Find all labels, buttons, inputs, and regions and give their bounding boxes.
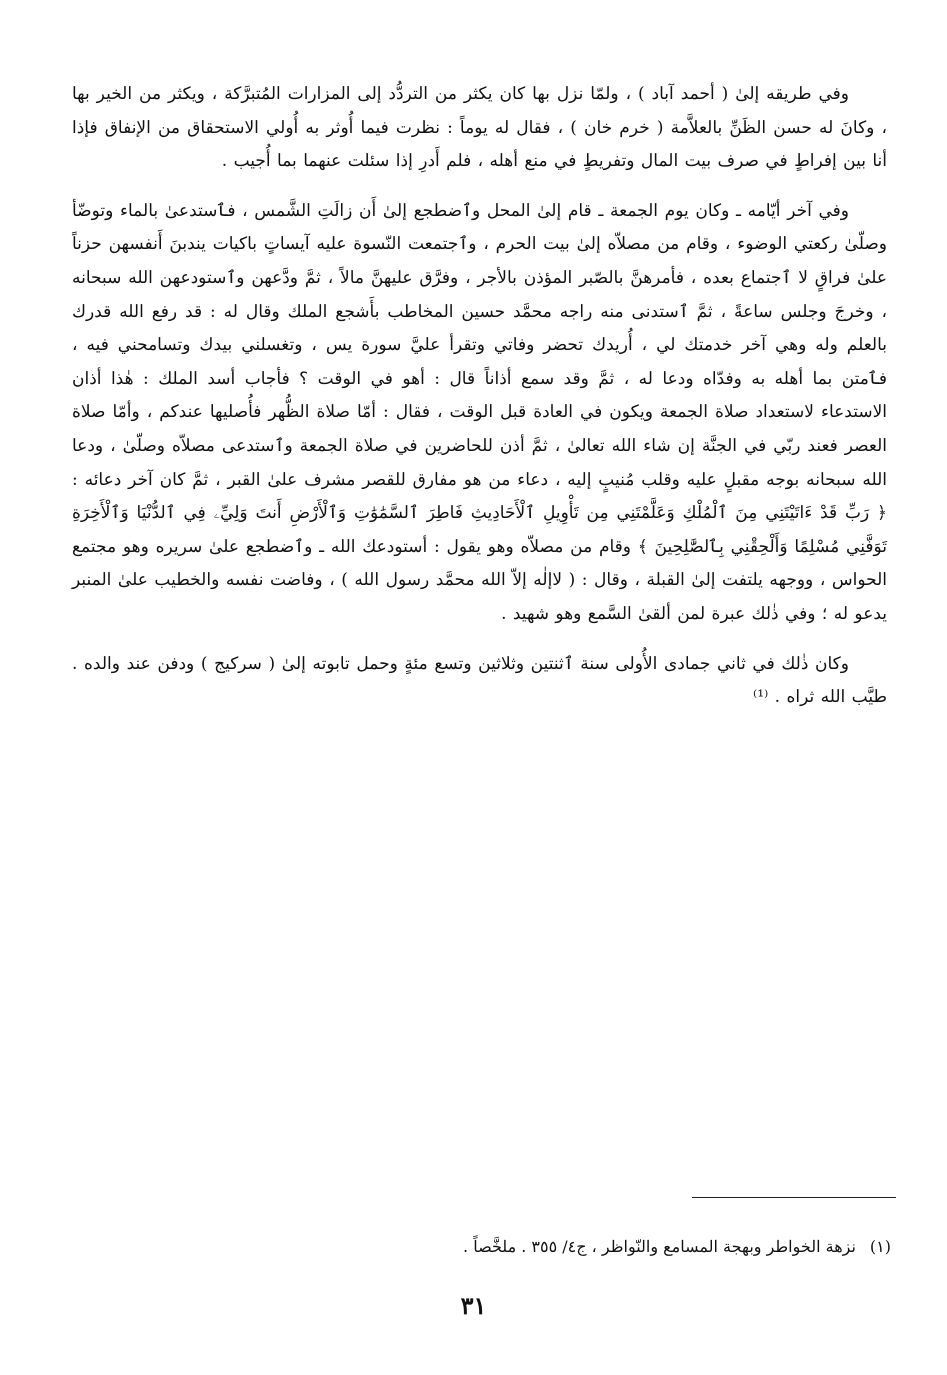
- paragraph-2: وفي آخر أيّامه ـ وكان يوم الجمعة ـ قام إلىٰ المحل وٱضطجع إلىٰ أَن زالَتِ الشَّمس ، فٱستدعىٰ بالماء وتوضّأ وصلّىٰ ركعتي الوضوء ، وقام من مصلاّه إلىٰ بيت الحرم ، وٱجتمعت النّسوة عليه آيساتٍ باكيات يندبنَ أَنفسهن حزناً علىٰ فراقٍ لا ٱجتماع بعده ، فأمرهنَّ بالصّبر المؤذن بالأجر ، وفرَّق عليهنَّ مالاً ، ثمَّ ودَّعهن وٱستودعهن الله سبحانه ، وخرجَ وجلس ساعةً ، ثمَّ ٱستدنى منه راجه محمَّد حسين المخاطب بأَشجع الملك وقال له : قد رفع الله قدرك بالعلم وله وهي آخر خدمتك لي ، أُريدك تحضر وفاتي وتقرأ عليَّ سورة يس ، وتغسلني بيدك وتسامحني فيه ، فٱمتن بما أهله به وفدّاه ودعا له ، ثمَّ وقد سمع أذاناً قال : أهو في الوقت ؟ فأجاب أسد الملك : هٰذا أذان الاستدعاء لاستعداد صلاة الجمعة ويكون في العادة قبل الوقت ، فقال : أمّا صلاة الظُّهر فأُصليها عندكم ، وأمّا صلاة العصر فعند ربّي في الجنَّة إن شاء الله تعالىٰ ، ثمَّ أذن للحاضرين في صلاة الجمعة وٱستدعى مصلاّه وصلّىٰ ، ودعا الله سبحانه بوجه مقبلٍ عليه وقلب مُنيبٍ إليه ، دعاء من هو مفارق للقصر مشرف علىٰ القبر ، ثمَّ كان آخر دعائه : ﴿ رَبِّ قَدْ ءَاتَيْتَنِي مِنَ ٱلْمُلْكِ وَعَلَّمْتَنِي مِن تَأْوِيلِ ٱلْأَحَادِيثِ فَاطِرَ ٱلسَّمَٰوَٰتِ وَٱلْأَرْضِ أَنتَ وَلِيِّۦ فِي ٱلدُّنْيَا وَٱلْأَخِرَةِ تَوَفَّنِي مُسْلِمًا وَأَلْحِقْنِي بِٱلصَّٰلِحِينَ ﴾ وقام من مصلاّه وهو يقول : أستودعك الله ـ وٱضطجع علىٰ سريره وهو مجتمع الحواس ، ووجهه يلتفت إلىٰ القبلة ، وقال : ( لاإلٰه إلاّ الله محمَّد رسول الله ) ، وفاضت نفسه والخطيب علىٰ المنبر يدعو له ؛ وفي ذٰلك عبرة لمن ألقىٰ السَّمع وهو شهيد .: [72, 200, 887, 624]
- paragraph-1: وفي طريقه إلىٰ ( أحمد آباد ) ، ولمّا نزل بها كان يكثر من التردُّد إلى المزارات المُتبرَّكة ، ويكثر من الخير بها ، وكانَ له حسن الظَنِّ بالعلاَّمة ( خرم خان ) ، فقال له يوماً : نظرت فيما أُوثر به أُولي الاستحقاق من الإنفاق فإذا أنا بين إفراطٍ في صرف بيت المال وتفريطٍ في منع أهله ، فلم أَدرِ إذا سئلت عنهما بما أُجيب .: [72, 84, 887, 172]
- footnote-text: نزهة الخواطر وبهجة المسامع والنّواظر ، ج٤/ ٣٥٥ . ملخَّصاً .: [463, 1237, 856, 1256]
- paragraph-3: وكان ذٰلك في ثاني جمادى الأُولى سنة ٱثنتين وثلاثين وتسع مئةٍ وحمل تابوته إلىٰ ( سركيج ) ودفن عند والده . طيَّب الله ثراه . ⁽¹⁾: [72, 653, 887, 708]
- page-number: ٣١: [460, 1291, 487, 1320]
- main-text: [72, 78, 887, 715]
- footnote: [200, 1233, 891, 1261]
- footnote-divider: [692, 1197, 896, 1198]
- footnote-number: (١): [869, 1237, 891, 1256]
